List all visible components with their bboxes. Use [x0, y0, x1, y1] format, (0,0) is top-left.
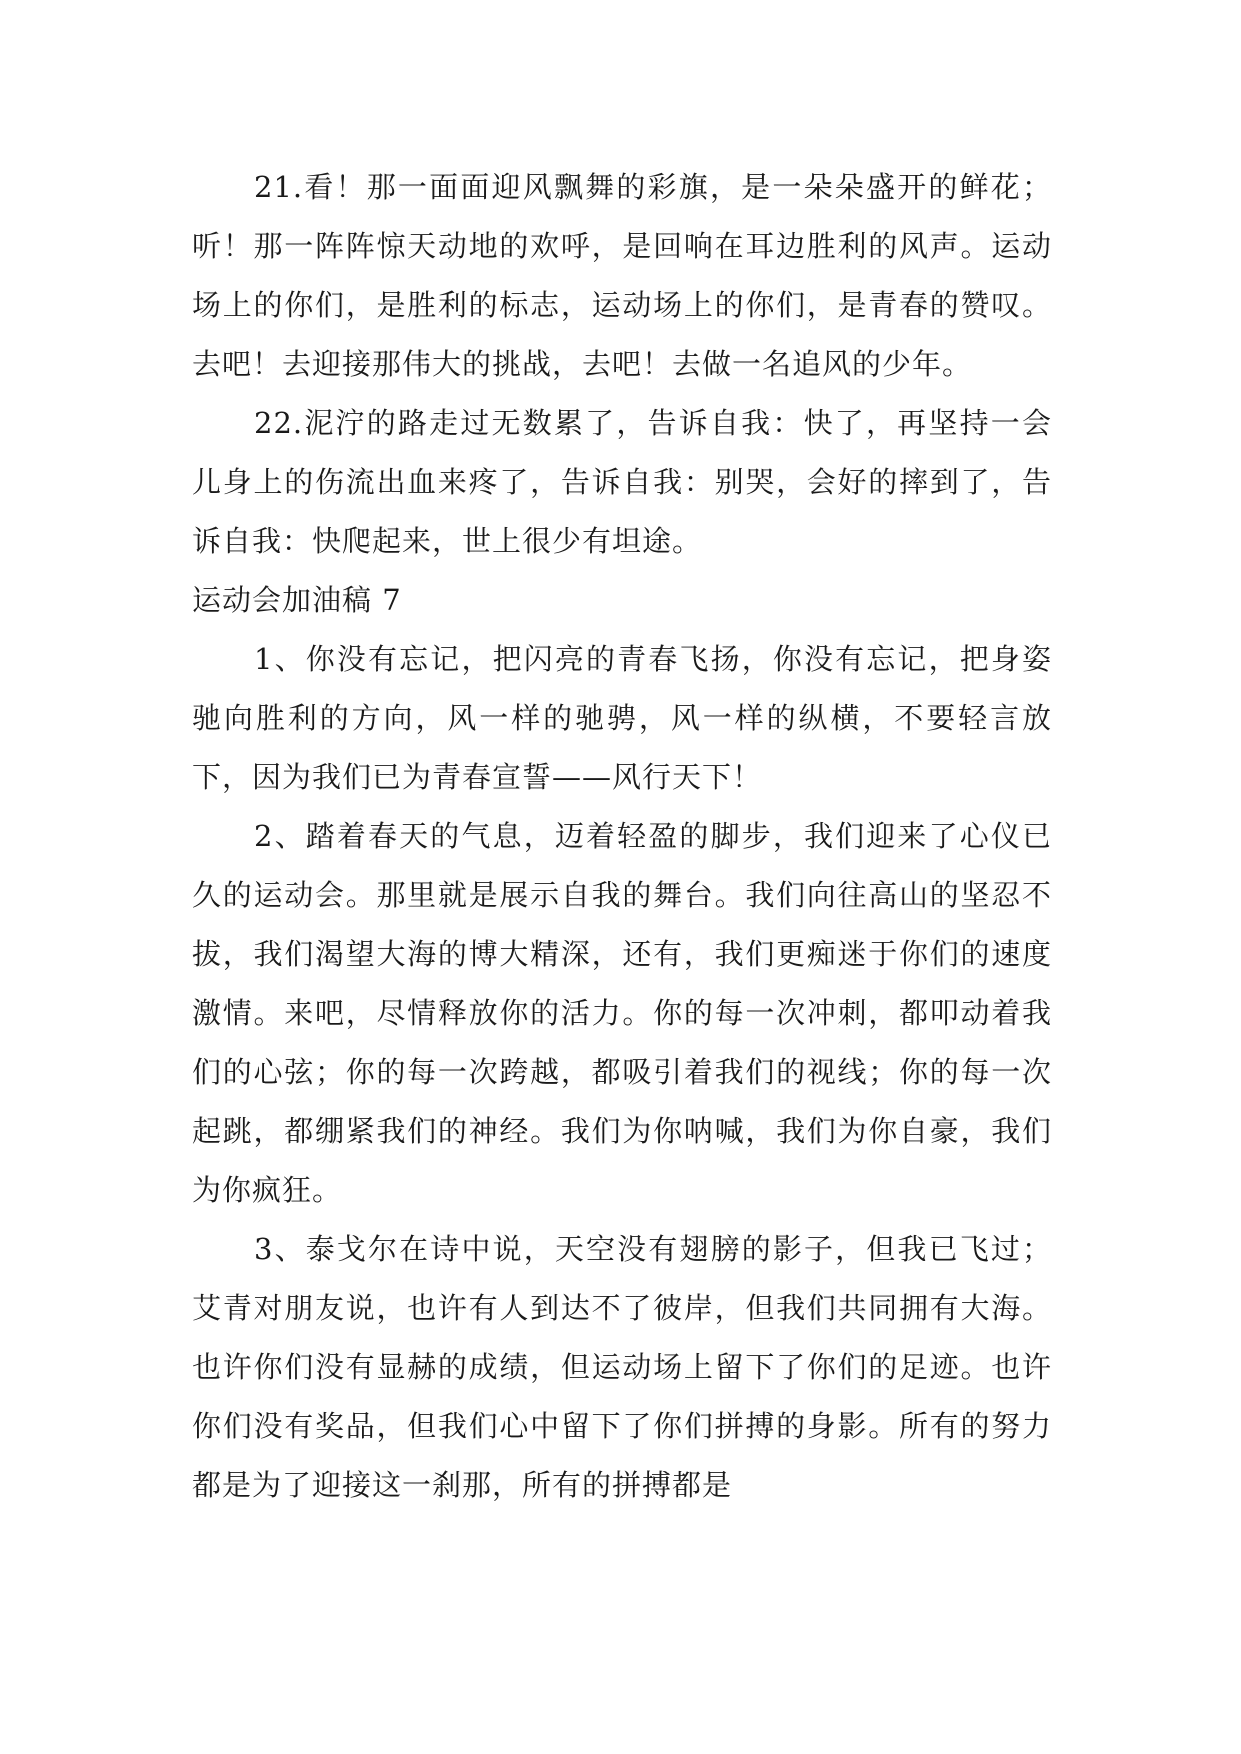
section-heading: 运动会加油稿 7	[192, 583, 402, 617]
paragraph-21: 21.看！那一面面迎风飘舞的彩旗，是一朵朵盛开的鲜花；听！那一阵阵惊天动地的欢呼，是回响在耳边胜利的风声。运动场上的你们，是胜利的标志，运动场上的你们，是青春的赞叹。去吧！去迎接那伟大的挑战，去吧！去做一名追风的少年。	[192, 170, 1052, 381]
paragraph-22: 22.泥泞的路走过无数累了，告诉自我：快了，再坚持一会儿身上的伤流出血来疼了，告诉自我：别哭，会好的摔到了，告诉自我：快爬起来，世上很少有坦途。	[192, 406, 1052, 558]
paragraph-2: 2、踏着春天的气息，迈着轻盈的脚步，我们迎来了心仪已久的运动会。那里就是展示自我的舞台。我们向往高山的坚忍不拔，我们渴望大海的博大精深，还有，我们更痴迷于你们的速度激情。来吧，尽情释放你的活力。你的每一次冲刺，都叩动着我们的心弦；你的每一次跨越，都吸引着我们的视线；你的每一次起跳，都绷紧我们的神经。我们为你呐喊，我们为你自豪，我们为你疯狂。	[192, 819, 1052, 1207]
document-body	[192, 158, 1052, 1515]
paragraph-1: 1、你没有忘记，把闪亮的青春飞扬，你没有忘记，把身姿驰向胜利的方向，风一样的驰骋，风一样的纵横，不要轻言放下，因为我们已为青春宣誓——风行天下！	[192, 642, 1052, 794]
paragraph-3: 3、泰戈尔在诗中说，天空没有翅膀的影子，但我已飞过；艾青对朋友说，也许有人到达不了彼岸，但我们共同拥有大海。也许你们没有显赫的成绩，但运动场上留下了你们的足迹。也许你们没有奖品，但我们心中留下了你们拼搏的身影。所有的努力都是为了迎接这一刹那，所有的拼搏都是	[192, 1232, 1052, 1502]
